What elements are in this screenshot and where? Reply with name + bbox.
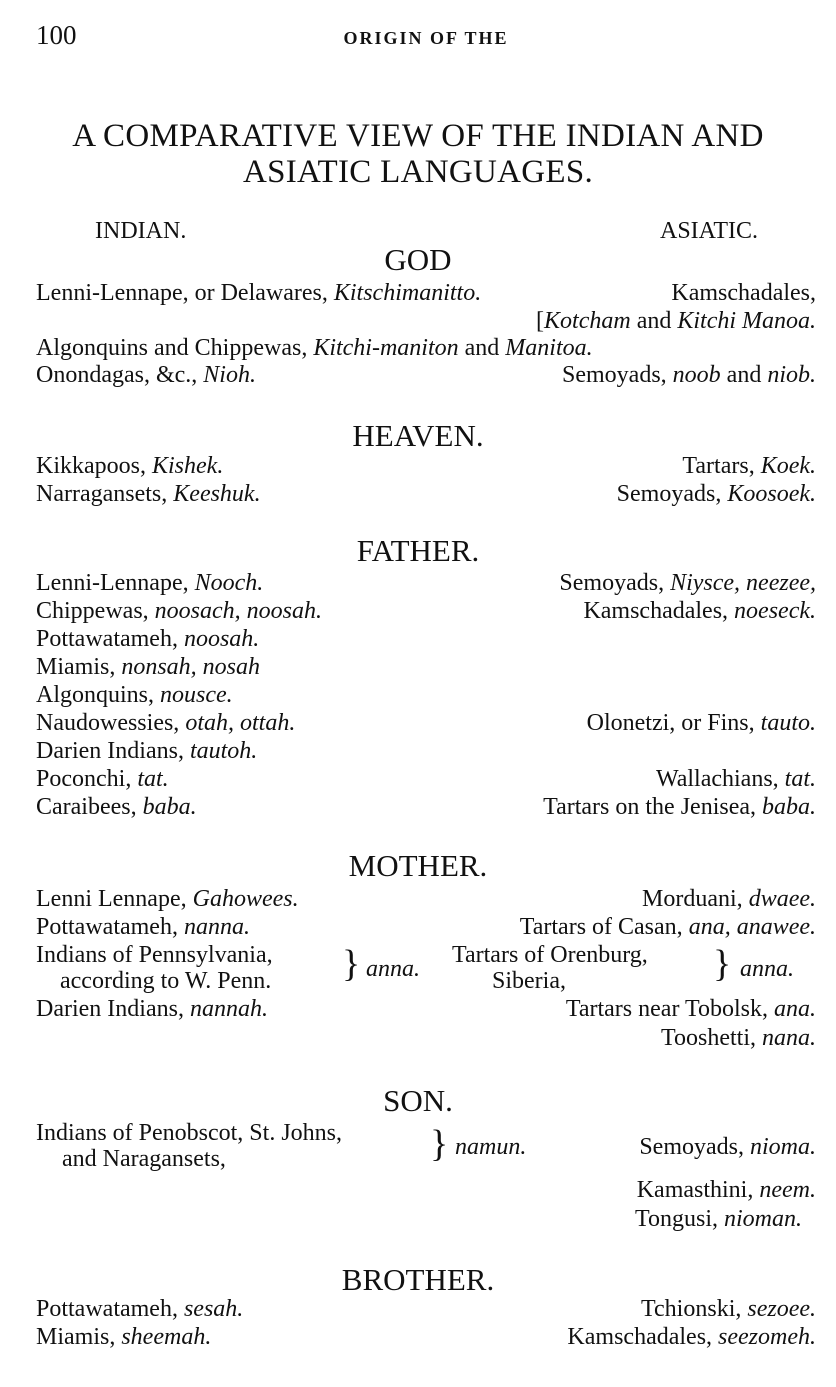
asiatic-entry: [587, 710, 816, 737]
people-name: Semoyads,: [559, 570, 671, 596]
section-title-son: SON.: [383, 1083, 453, 1118]
word-form: niob.: [767, 362, 816, 388]
word-form: namun.: [455, 1134, 527, 1160]
asiatic-entry: [583, 598, 816, 625]
tribe-name: Lenni Lennape,: [36, 886, 193, 912]
conjunction: and: [720, 362, 768, 388]
word-form: Kotcham: [544, 308, 631, 334]
indian-entry: [36, 280, 481, 307]
word-form: Nooch.: [194, 570, 264, 596]
word-form: noeseck.: [734, 598, 816, 624]
word-form: neem.: [759, 1177, 816, 1203]
tribe-name: Kikkapoos,: [36, 453, 152, 479]
people-name: Semoyads,: [639, 1134, 750, 1160]
asiatic-entry: [637, 1177, 816, 1204]
entry-row: [36, 453, 816, 481]
brace-mark: }: [713, 943, 732, 985]
word-form: sezoee.: [747, 1296, 816, 1322]
indian-entry: [36, 794, 197, 821]
entry-row: [36, 335, 816, 363]
indian-entry: [36, 598, 322, 625]
entry-row: [36, 682, 816, 710]
tribe-name: Darien Indians,: [36, 738, 190, 764]
conjunction: and: [630, 308, 678, 334]
indian-entry: [36, 335, 593, 362]
section-title-god: GOD: [384, 242, 452, 277]
running-head: [36, 20, 816, 52]
word-form: anna.: [366, 956, 420, 982]
word-form: nousce.: [160, 682, 233, 708]
asiatic-entry: [656, 766, 816, 793]
word-form: nanna.: [183, 914, 250, 940]
indian-entry: [36, 453, 223, 480]
word-form: sheemah.: [121, 1324, 212, 1350]
entry-row: [36, 1324, 816, 1352]
asiatic-entry: [566, 996, 816, 1023]
people-name: Kamschadales,: [567, 1324, 719, 1350]
word-form: Koosoek.: [727, 481, 816, 507]
entry-row: [36, 654, 816, 682]
tribe-name: Onondagas, &c.,: [36, 362, 204, 388]
entry-row: [36, 996, 816, 1024]
entry-row: [36, 1134, 816, 1162]
running-title: ORIGIN OF THE: [343, 28, 509, 48]
section-title-brother: BROTHER.: [341, 1262, 495, 1297]
bracket-mark: [: [536, 308, 545, 334]
people-name: Tartars,: [682, 453, 761, 479]
asiatic-entry: [661, 1025, 816, 1052]
tribe-name: Lenni-Lennape, or Delawares,: [36, 280, 334, 306]
entry-row: [36, 1296, 816, 1324]
asiatic-entry: [520, 914, 816, 941]
word-form: noosach, noosah.: [154, 598, 322, 624]
tribe-name: Algonquins,: [36, 682, 161, 708]
column-heading-indian: INDIAN.: [95, 218, 187, 244]
entry-row: [36, 1206, 816, 1234]
word-form: nioma.: [750, 1134, 816, 1160]
word-form: Gahowees.: [192, 886, 299, 912]
entry-row: [36, 914, 816, 942]
indian-entry: [36, 570, 263, 597]
word-form: anna.: [740, 956, 794, 982]
people-name: Tartars of Orenburg,: [452, 942, 648, 968]
indian-entry: [36, 654, 260, 681]
people-name: Tartars near Tobolsk,: [565, 996, 774, 1022]
people-name: Morduani,: [642, 886, 749, 912]
word-form: baba.: [142, 794, 197, 820]
tribe-name: Miamis,: [36, 654, 122, 680]
tribe-name: Darien Indians,: [36, 996, 190, 1022]
entry-row: [36, 766, 816, 794]
entry-row: [36, 1025, 816, 1053]
asiatic-entry: [562, 362, 816, 389]
entry-row: [36, 362, 816, 390]
indian-entry: [36, 766, 169, 793]
entry-row: [36, 598, 816, 626]
page-number: 100: [36, 20, 77, 50]
tribe-name: Narragansets,: [36, 481, 174, 507]
entry-row: [36, 308, 816, 336]
tribe-name: Pottawatameh,: [36, 1296, 184, 1322]
people-name: Tartars on the Jenisea,: [543, 794, 762, 820]
section-title-heaven: HEAVEN.: [352, 418, 484, 453]
indian-entry: [36, 996, 268, 1023]
people-name: Kamschadales,: [671, 280, 816, 306]
word-form: sesah.: [183, 1296, 244, 1322]
tribe-name: Lenni-Lennape,: [36, 570, 195, 596]
indian-entry: [36, 886, 299, 913]
tribe-name: Chippewas,: [36, 598, 155, 624]
tribe-name: Miamis,: [36, 1324, 122, 1350]
tribe-name-continued: and Naragansets,: [62, 1146, 226, 1172]
people-name: Tartars of Casan,: [519, 914, 689, 940]
tribe-name: Caraibees,: [36, 794, 143, 820]
entry-row: [36, 570, 816, 598]
column-heading-asiatic: ASIATIC.: [659, 218, 758, 244]
word-form: Koek.: [760, 453, 816, 479]
word-form: nannah.: [189, 996, 268, 1022]
word-form: seezomeh.: [718, 1324, 816, 1350]
entry-row: [36, 481, 816, 509]
tribe-name: Indians of Pennsylvania,: [36, 942, 273, 968]
asiatic-entry: [671, 280, 816, 307]
asiatic-entry: [559, 570, 816, 597]
word-form: baba.: [762, 794, 816, 820]
indian-braced-group: [36, 942, 273, 994]
people-name: Tooshetti,: [661, 1025, 762, 1051]
word-form: Kitchi-maniton: [313, 335, 459, 361]
people-name: Semoyads,: [562, 362, 673, 388]
indian-entry: [36, 914, 250, 941]
conjunction: and: [458, 335, 506, 361]
title-line-1: A COMPARATIVE VIEW OF THE INDIAN AND: [72, 118, 764, 154]
tribe-name: Pottawatameh,: [36, 626, 184, 652]
word-form: noosah.: [183, 626, 260, 652]
indian-entry: [36, 682, 233, 709]
word-form: Manitoa.: [505, 335, 593, 361]
people-name: Kamasthini,: [636, 1177, 760, 1203]
indian-entry: [36, 710, 295, 737]
word-form: tat.: [137, 766, 169, 792]
people-name: Wallachians,: [655, 766, 785, 792]
tribe-name: Algonquins and Chippewas,: [36, 335, 314, 361]
word-form: tauto.: [760, 710, 816, 736]
entry-row: [36, 1177, 816, 1205]
word-form: noob: [672, 362, 721, 388]
people-name: Semoyads,: [616, 481, 728, 507]
word-form: tat.: [784, 766, 816, 792]
asiatic-entry: [641, 1296, 816, 1323]
word-form: tautoh.: [189, 738, 258, 764]
word-form: Kishek.: [152, 453, 224, 479]
indian-entry: [36, 362, 256, 389]
word-form: ana.: [774, 996, 816, 1022]
indian-entry: [36, 626, 259, 653]
brace-mark: }: [430, 1123, 449, 1165]
asiatic-entry: [567, 1324, 816, 1351]
entry-row: [36, 794, 816, 822]
word-form: ana, anawee.: [688, 914, 816, 940]
tribe-name: Pottawatameh,: [36, 914, 184, 940]
page-title: [20, 118, 816, 190]
word-form: dwaee.: [748, 886, 816, 912]
asiatic-entry: [543, 794, 816, 821]
asiatic-entry: [536, 308, 816, 335]
indian-entry: [36, 1296, 243, 1323]
entry-row: [36, 886, 816, 914]
word-form: Kitchi Manoa.: [677, 308, 816, 334]
indian-entry: [36, 481, 261, 508]
people-name: Olonetzi, or Fins,: [586, 710, 761, 736]
tribe-name: Poconchi,: [36, 766, 138, 792]
section-title-mother: MOTHER.: [348, 848, 488, 883]
brace-mark: }: [342, 943, 361, 985]
asiatic-entry: [642, 886, 816, 913]
asiatic-entry: [617, 481, 816, 508]
people-name: Kamschadales,: [583, 598, 735, 624]
asiatic-entry: [639, 1134, 816, 1161]
tribe-name: Naudowessies,: [36, 710, 186, 736]
indian-entry: [36, 738, 257, 765]
word-form: Keeshuk.: [173, 481, 261, 507]
asiatic-entry: [635, 1206, 802, 1233]
entry-row: [36, 280, 816, 308]
people-name: Tchionski,: [641, 1296, 748, 1322]
word-form: nana.: [762, 1025, 816, 1051]
tribe-name-continued: according to W. Penn.: [60, 968, 272, 994]
section-title-father: FATHER.: [356, 533, 480, 568]
word-form: Niysce, neezee,: [670, 570, 816, 596]
word-form: Nioh.: [203, 362, 256, 388]
asiatic-braced-group: [452, 942, 648, 994]
asiatic-entry: [682, 453, 816, 480]
word-form: nioman.: [724, 1206, 802, 1232]
people-name-continued: Siberia,: [492, 968, 566, 994]
word-form: Kitschimanitto.: [333, 280, 482, 306]
entry-row: [36, 738, 816, 766]
indian-entry: [36, 1324, 211, 1351]
tribe-name: Indians of Penobscot, St. Johns,: [36, 1120, 342, 1146]
title-line-2: ASIATIC LANGUAGES.: [242, 154, 594, 190]
people-name: Tongusi,: [635, 1206, 724, 1232]
word-form: otah, ottah.: [185, 710, 296, 736]
word-form: nonsah, nosah: [121, 654, 261, 680]
entry-row: [36, 626, 816, 654]
entry-row: [36, 710, 816, 738]
